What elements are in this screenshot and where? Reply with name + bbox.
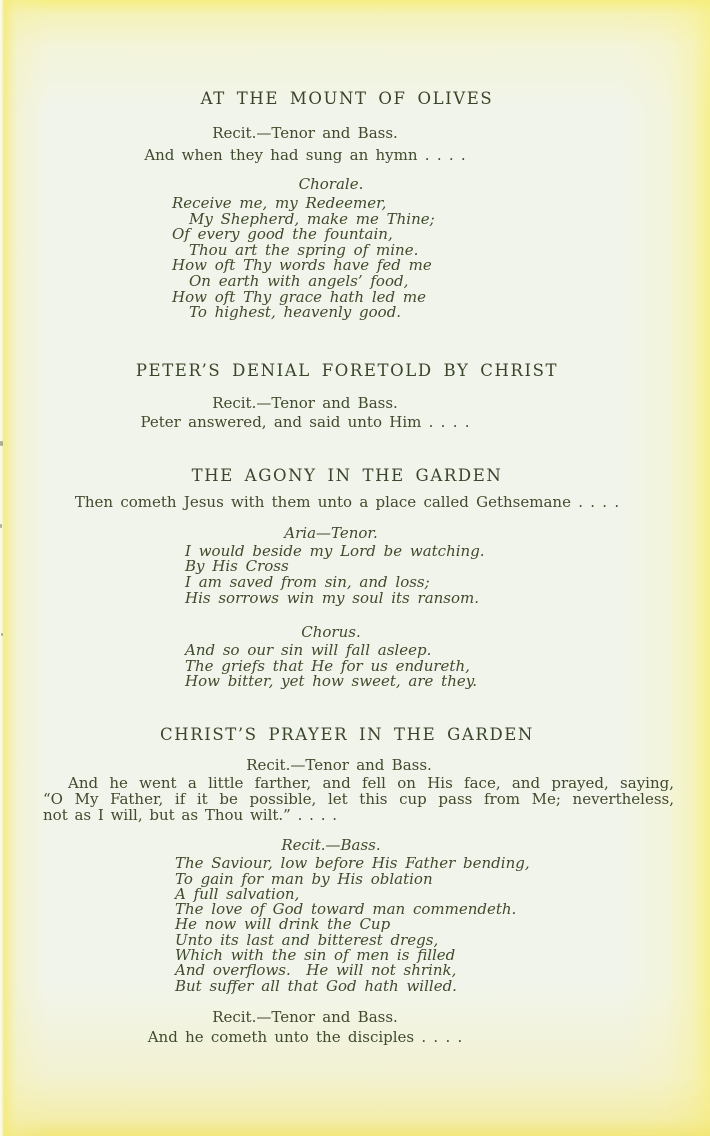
verse-line: Receive me, my Redeemer, (172, 194, 387, 212)
section-christs-prayer (43, 724, 674, 1046)
paragraph-line: “O My Father, if it be possible, let this cup pass from Me; nevertheless, (43, 789, 674, 808)
chorale-label: Chorale. (298, 175, 364, 193)
verse-line: But suffer all that God hath willed. (175, 976, 457, 995)
verse-line: And overflows. He will not shrink, (175, 961, 457, 980)
section-heading: AT THE MOUNT OF OLIVES (200, 89, 494, 108)
paragraph-line: And he went a little farther, and fell on His face, and prayed, saying, (68, 773, 674, 792)
bass-recit-verse (175, 856, 634, 994)
verse-line: To gain for man by His oblation (175, 869, 433, 888)
verse-line: And so our sin will fall asleep. (185, 641, 432, 660)
section-mount-of-olives (60, 90, 634, 321)
verse-line: He now will drink the Cup (175, 915, 391, 934)
verse-line: How oft Thy grace hath led me (172, 287, 426, 306)
verse-line: My Shepherd, make me Thine; (189, 209, 435, 228)
recit-label: Recit.—Tenor and Bass. (212, 393, 398, 412)
section-heading: PETER’S DENIAL FORETOLD BY CHRIST (135, 360, 559, 380)
verse-line: The love of God toward man commendeth. (175, 900, 517, 919)
verse-line: Of every good the fountain, (172, 225, 393, 244)
scripture-line: Peter answered, and said unto Him . . . . (140, 412, 470, 431)
recit-label: Recit.—Tenor and Bass. (212, 124, 398, 142)
chorus-verse (185, 643, 634, 690)
verse-line: How oft Thy words have fed me (172, 256, 432, 275)
verse-line: I would beside my Lord be watching. (185, 541, 485, 560)
aria-label: Aria—Tenor. (284, 523, 378, 542)
verse-line: His sorrows win my soul its ransom. (185, 588, 480, 607)
recit-label: Recit.—Tenor and Bass. (212, 1007, 398, 1026)
verse-line: Which with the sin of men is filled (175, 946, 456, 965)
chorale-verse (172, 196, 634, 321)
aria-verse (185, 541, 634, 607)
ink-speck (1, 633, 3, 636)
scripture-line: And when they had sung an hymn . . . . (144, 146, 466, 164)
verse-line: Thou art the spring of mine. (189, 240, 419, 259)
section-agony-in-the-garden (60, 467, 634, 690)
scripture-line: And he cometh unto the disciples . . . . (147, 1027, 463, 1046)
chorus-label: Chorus. (301, 623, 361, 642)
ink-speck (0, 524, 2, 528)
paragraph-line: not as I will, but as Thou wilt.” . . . . (43, 805, 337, 824)
recit-bass-label: Recit.—Bass. (281, 836, 381, 855)
scripture-line: Then cometh Jesus with them unto a place called Gethsemane . . . . (74, 492, 620, 511)
section-heading: CHRIST’S PRAYER IN THE GARDEN (160, 724, 534, 744)
verse-line: The griefs that He for us endureth, (185, 656, 470, 675)
verse-line: How bitter, yet how sweet, are they. (185, 672, 477, 691)
verse-line: A full salvation, (175, 884, 300, 903)
verse-line: Unto its last and bitterest dregs, (175, 930, 439, 949)
verse-line: The Saviour, low before His Father bending, (175, 854, 530, 873)
verse-line: By His Cross (185, 557, 289, 576)
scripture-paragraph (43, 773, 674, 824)
verse-line: I am saved from sin, and loss; (185, 572, 430, 591)
verse-line: On earth with angels’ food, (189, 271, 409, 290)
section-heading: THE AGONY IN THE GARDEN (191, 465, 503, 485)
ink-speck (0, 441, 3, 446)
section-peters-denial (60, 362, 634, 431)
recit-label: Recit.—Tenor and Bass. (246, 755, 432, 774)
verse-line: To highest, heavenly good. (189, 303, 402, 322)
